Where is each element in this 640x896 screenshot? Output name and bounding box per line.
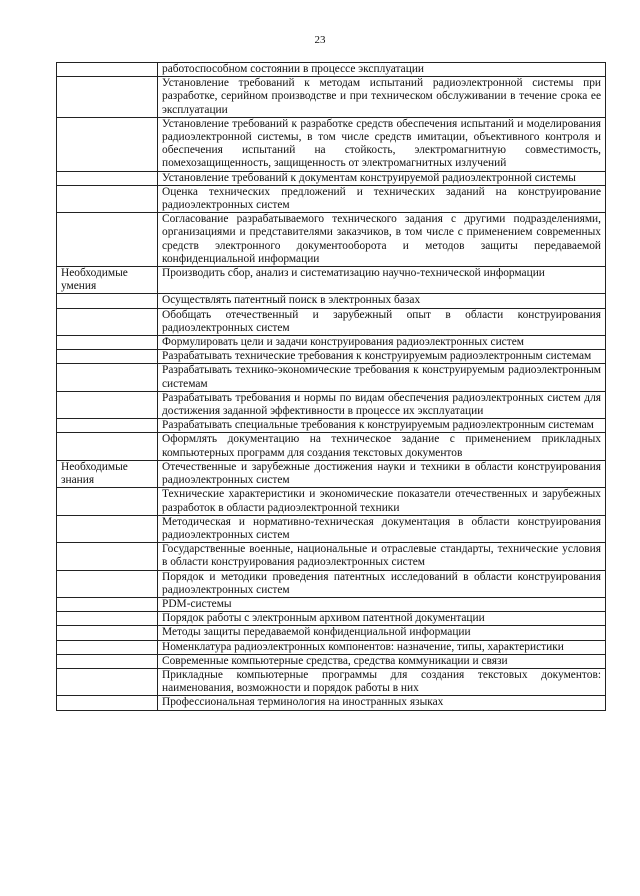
table-body: [57, 63, 606, 711]
requirement-item: Установление требований к методам испытаний радиоэлектронной системы при разработке, серийном производстве и при техническом обслуживании в течение срока ее эксплуатации: [158, 77, 606, 118]
table-row: [57, 612, 606, 626]
section-label-cell: [57, 117, 158, 171]
table-row: [57, 488, 606, 515]
table-row: [57, 171, 606, 185]
section-label-cell: [57, 213, 158, 267]
table-row: [57, 77, 606, 118]
requirement-item: Установление требований к документам конструируемой радиоэлектронной системы: [158, 171, 606, 185]
requirement-item: Согласование разрабатываемого технического задания с другими подразделениями, организациями и представителями заказчиков, в том числе с применением современных средств электронного документооборота и методов защиты передаваемой конфиденциальной информации: [158, 213, 606, 267]
section-label-cell: [57, 185, 158, 212]
table-row: [57, 696, 606, 710]
table-row: [57, 350, 606, 364]
table-row: [57, 654, 606, 668]
section-label-cell: [57, 364, 158, 391]
section-label-cell: [57, 171, 158, 185]
requirement-item: Оформлять документацию на техническое задание с применением прикладных компьютерных программ для создания текстовых документов: [158, 433, 606, 460]
section-label-cell: [57, 626, 158, 640]
requirement-item: Порядок работы с электронным архивом патентной документации: [158, 612, 606, 626]
table-row: [57, 391, 606, 418]
requirement-item: Разрабатывать технико-экономические требования к конструируемым радиоэлектронным системам: [158, 364, 606, 391]
table-row: [57, 294, 606, 308]
table-row: [57, 364, 606, 391]
section-label-cell: [57, 654, 158, 668]
requirement-item: Установление требований к разработке средств обеспечения испытаний и моделирования радиоэлектронной системы, в том числе средств имитации, объективного контроля и обеспечения испытаний на стойкость, электромагнитную совместимость, помехозащищенность, защищенность от электромагнитных излучений: [158, 117, 606, 171]
section-label-cell: [57, 515, 158, 542]
table-row: [57, 640, 606, 654]
table-row: [57, 460, 606, 487]
table-row: [57, 570, 606, 597]
requirement-item: PDM-системы: [158, 597, 606, 611]
section-label-cell: [57, 612, 158, 626]
section-label-cell: Необходимые умения: [57, 267, 158, 294]
table-row: [57, 597, 606, 611]
requirement-item: Формулировать цели и задачи конструирования радиоэлектронных систем: [158, 336, 606, 350]
requirement-item: Производить сбор, анализ и систематизацию научно-технической информации: [158, 267, 606, 294]
requirement-item: Порядок и методики проведения патентных исследований в области конструирования радиоэлектронных систем: [158, 570, 606, 597]
requirement-item: Оценка технических предложений и технических заданий на конструирование радиоэлектронных систем: [158, 185, 606, 212]
section-label-cell: [57, 308, 158, 335]
requirement-item: Прикладные компьютерные программы для создания текстовых документов: наименования, возможности и порядок работы в них: [158, 668, 606, 695]
section-label-cell: [57, 63, 158, 77]
requirement-item: Современные компьютерные средства, средства коммуникации и связи: [158, 654, 606, 668]
table-row: [57, 185, 606, 212]
section-label-cell: [57, 543, 158, 570]
section-label-cell: [57, 350, 158, 364]
table-row: [57, 543, 606, 570]
table-row: [57, 308, 606, 335]
table-row: [57, 213, 606, 267]
requirement-item: Профессиональная терминология на иностранных языках: [158, 696, 606, 710]
requirement-item: Разрабатывать технические требования к конструируемым радиоэлектронным системам: [158, 350, 606, 364]
requirement-item: Разрабатывать специальные требования к конструируемым радиоэлектронным системам: [158, 419, 606, 433]
table-row: [57, 117, 606, 171]
page-number: 23: [314, 34, 326, 46]
table-row: [57, 336, 606, 350]
section-label-cell: [57, 696, 158, 710]
table-row: [57, 433, 606, 460]
requirement-item: Разрабатывать требования и нормы по видам обеспечения радиоэлектронных систем для достижения заданной эффективности в процессе их эксплуатации: [158, 391, 606, 418]
requirement-item: Номенклатура радиоэлектронных компонентов: назначение, типы, характеристики: [158, 640, 606, 654]
requirement-item: Осуществлять патентный поиск в электронных базах: [158, 294, 606, 308]
section-label-cell: [57, 391, 158, 418]
table-row: [57, 668, 606, 695]
requirement-item: Методическая и нормативно-техническая документация в области конструирования радиоэлектронных систем: [158, 515, 606, 542]
table-row: [57, 267, 606, 294]
section-label-cell: [57, 668, 158, 695]
section-label-cell: Необходимые знания: [57, 460, 158, 487]
requirement-item: работоспособном состоянии в процессе эксплуатации: [158, 63, 606, 77]
requirement-item: Технические характеристики и экономические показатели отечественных и зарубежных разработок в области радиоэлектронной техники: [158, 488, 606, 515]
section-label-cell: [57, 294, 158, 308]
table-row: [57, 515, 606, 542]
requirement-item: Отечественные и зарубежные достижения науки и техники в области конструирования радиоэлектронных систем: [158, 460, 606, 487]
table-row: [57, 626, 606, 640]
section-label-cell: [57, 419, 158, 433]
section-label-cell: [57, 488, 158, 515]
table-row: [57, 419, 606, 433]
section-label-cell: [57, 433, 158, 460]
requirement-item: Методы защиты передаваемой конфиденциальной информации: [158, 626, 606, 640]
section-label-cell: [57, 77, 158, 118]
section-label-cell: [57, 336, 158, 350]
section-label-cell: [57, 640, 158, 654]
section-label-cell: [57, 597, 158, 611]
table-row: [57, 63, 606, 77]
requirements-table: [56, 62, 606, 711]
section-label-cell: [57, 570, 158, 597]
requirement-item: Обобщать отечественный и зарубежный опыт в области конструирования радиоэлектронных систем: [158, 308, 606, 335]
requirement-item: Государственные военные, национальные и отраслевые стандарты, технические условия в области конструирования радиоэлектронных систем: [158, 543, 606, 570]
